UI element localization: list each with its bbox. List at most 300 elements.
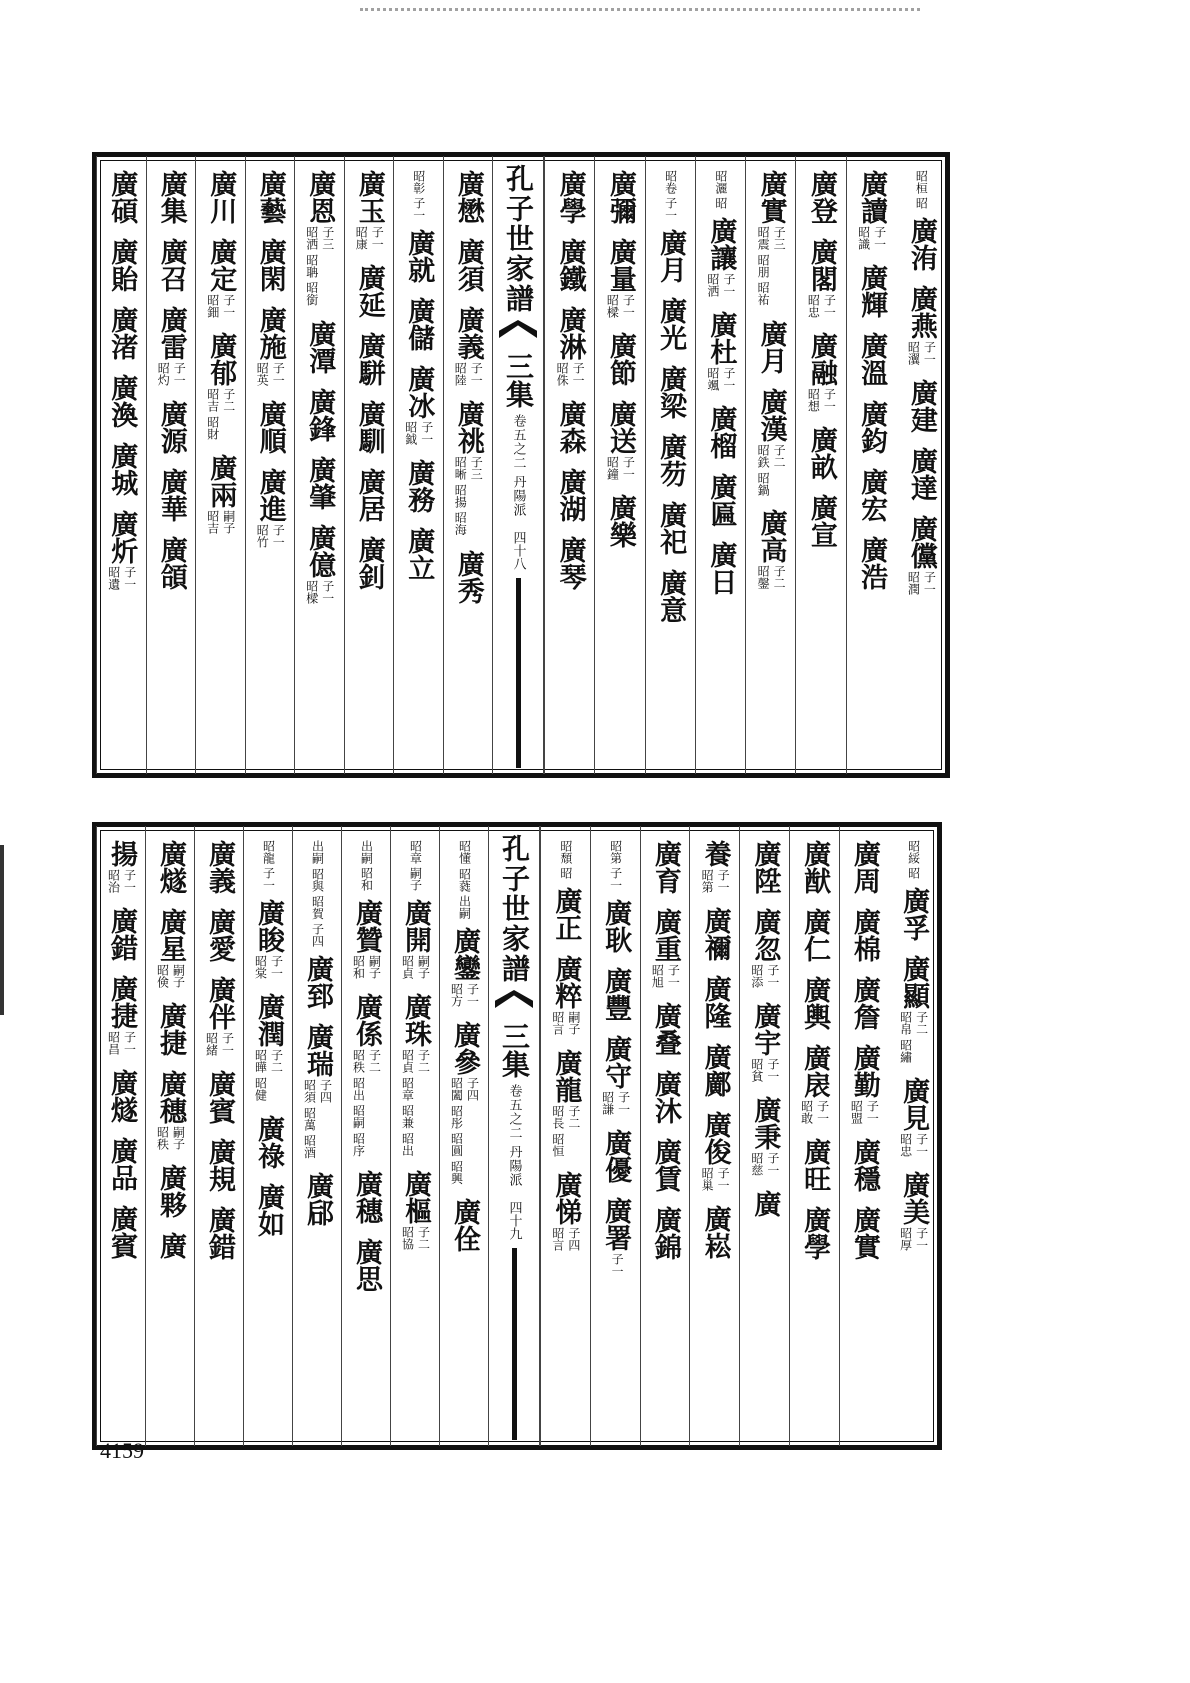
person-name: 廣潭	[304, 319, 336, 374]
descendant-note	[206, 510, 235, 534]
note-count: 子三	[469, 456, 484, 480]
person-name: 廣規	[204, 1138, 235, 1192]
person-name: 廣勤	[848, 1044, 880, 1098]
genealogy-entry	[703, 311, 737, 391]
note-count: 子一	[822, 388, 837, 412]
person-name: 廣宣	[805, 494, 837, 548]
annotation	[907, 840, 920, 879]
person-name: 廣夥	[155, 1164, 186, 1218]
note-names: 昭鈿	[205, 294, 220, 318]
note-names: 昭識	[856, 226, 871, 250]
person-name: 廣頜	[155, 536, 187, 590]
name-column	[146, 156, 196, 774]
person-name: 廣贊	[351, 899, 382, 953]
descendant-note	[450, 1077, 479, 1184]
descendant-note	[401, 1049, 430, 1156]
note-names: 昭言	[550, 1011, 565, 1035]
name-column	[540, 826, 590, 1446]
note-count: 子一	[465, 982, 480, 1007]
note-count: 嗣子	[367, 955, 382, 979]
person-name: 廣愛	[204, 908, 235, 962]
genealogy-entry	[804, 332, 838, 412]
name-column	[393, 156, 443, 774]
annotation-text: 子一	[608, 867, 623, 891]
descendant-note	[601, 1091, 630, 1115]
note-names: 昭曄 昭健	[253, 1049, 268, 1101]
note-names: 昭忠	[806, 294, 821, 318]
genealogy-entry	[153, 1164, 187, 1218]
note-names: 昭棠	[253, 955, 268, 979]
genealogy-entry	[253, 238, 287, 292]
person-name: 廣守	[600, 1035, 632, 1089]
annotation-text: 昭	[558, 867, 573, 879]
person-name: 廣榴	[705, 405, 737, 459]
genealogy-entry	[104, 170, 138, 224]
genealogy-entry	[251, 899, 285, 979]
book-title: 孔子世家譜	[498, 834, 531, 984]
note-names: 昭緒	[204, 1032, 219, 1056]
genealogy-entry	[401, 527, 435, 581]
person-name: 廣高	[755, 509, 787, 564]
genealogy-entry	[253, 468, 287, 548]
note-names: 昭闔 昭彤 昭圓 昭興	[449, 1076, 464, 1185]
person-name: 廣顯	[898, 955, 930, 1009]
genealogy-entry	[896, 1171, 930, 1251]
note-count: 嗣子	[566, 1011, 581, 1035]
note-count: 子四	[566, 1226, 581, 1251]
note-names: 昭吉 昭財	[205, 388, 220, 440]
note-count: 子一	[172, 362, 187, 386]
descendant-note	[806, 388, 835, 412]
genealogy-entry	[104, 1069, 138, 1123]
descendant-note	[206, 294, 235, 318]
descendant-note	[899, 1227, 928, 1251]
note-names: 昭厚	[898, 1226, 913, 1251]
person-name: 廣源	[155, 400, 187, 454]
descendant-note	[156, 964, 185, 988]
annotation-text: 嗣子	[408, 867, 423, 891]
person-name: 廣須	[452, 238, 484, 292]
person-name: 廣實	[755, 170, 787, 224]
note-names: 昭敢	[799, 1100, 814, 1124]
person-name: 廣伴	[204, 976, 235, 1030]
note-count: 子一	[610, 1253, 625, 1277]
person-name: 廣鋒	[304, 387, 336, 442]
genealogy-entry	[653, 229, 687, 283]
genealogy-entry	[698, 1111, 732, 1191]
note-names: 昭遺	[106, 566, 121, 590]
genealogy-entry	[104, 907, 138, 961]
annotation-text: 昭	[713, 197, 728, 209]
genealogy-entry	[653, 433, 687, 487]
descendant-note	[605, 456, 634, 480]
person-name: 廣禰	[699, 907, 731, 961]
person-name: 廣立	[403, 527, 435, 581]
note-count: 子一	[571, 362, 586, 386]
genealogy-entry	[104, 238, 138, 292]
genealogy-entry	[302, 524, 336, 604]
genealogy-entry	[904, 447, 938, 501]
note-count: 子一	[721, 367, 736, 391]
genealogy-entry	[553, 238, 587, 292]
annotation-text: 出嗣	[457, 894, 472, 919]
genealogy-entry	[154, 400, 188, 454]
name-column	[439, 826, 488, 1446]
volume-label: 卷五之二 丹陽派	[506, 1084, 522, 1188]
person-name: 廣優	[600, 1129, 632, 1183]
genealogy-entry	[847, 1206, 881, 1260]
person-name: 廣見	[898, 1076, 930, 1131]
name-column	[590, 826, 640, 1446]
person-name: 廣陞	[749, 840, 781, 894]
note-names: 昭英	[255, 362, 270, 386]
person-name: 廣玉	[353, 170, 385, 224]
genealogy-entry	[451, 400, 485, 536]
note-names: 昭颯	[705, 367, 720, 391]
person-name: 廣穩	[848, 1138, 880, 1192]
person-name: 廣延	[353, 264, 385, 318]
person-name: 廣實	[848, 1206, 880, 1260]
folio-number: 四十九	[506, 1201, 522, 1241]
note-names: 昭鉄 昭鍋	[756, 443, 771, 496]
person-name: 廣儻	[905, 515, 937, 569]
note-names: 昭陸	[453, 362, 468, 386]
genealogy-entry	[302, 170, 336, 306]
descendant-note	[352, 1049, 381, 1156]
note-count: 子四	[318, 1078, 333, 1103]
note-count: 子二	[221, 388, 236, 412]
annotation-text: 子四	[310, 922, 325, 947]
annotation-text: 昭頹	[558, 840, 573, 864]
annotation	[559, 840, 572, 879]
genealogy-entry	[553, 468, 587, 522]
genealogy-entry	[398, 993, 432, 1156]
person-name: 廣重	[649, 908, 681, 962]
genealogy-entry	[553, 306, 587, 386]
annotation	[262, 840, 275, 891]
note-names: 昭治	[106, 869, 121, 893]
note-count: 子一	[320, 579, 335, 604]
genealogy-entry	[747, 908, 781, 988]
genealogy-entry	[698, 907, 732, 961]
annotation-text: 昭桓	[914, 170, 929, 194]
genealogy-entry	[747, 1190, 781, 1217]
person-name: 廣珠	[400, 993, 431, 1047]
person-name: 廣貽	[106, 238, 138, 292]
note-names: 昭添	[749, 964, 764, 988]
genealogy-entry	[104, 306, 138, 360]
descendant-note	[756, 226, 785, 306]
person-name: 廣月	[655, 229, 687, 283]
person-name: 廣建	[905, 379, 937, 433]
person-name: 廣周	[848, 840, 880, 894]
genealogy-entry	[349, 899, 383, 979]
person-name: 廣燧	[155, 840, 186, 894]
genealogy-entry	[401, 459, 435, 513]
person-name: 廣俊	[699, 1111, 731, 1165]
annotation	[360, 840, 373, 891]
descendant-note	[404, 421, 433, 445]
person-name: 廣穗	[155, 1070, 186, 1124]
person-name: 廣錯	[106, 907, 137, 961]
center-rule	[516, 578, 521, 768]
note-names: 昭康	[354, 226, 369, 250]
genealogy-entry	[349, 1170, 383, 1224]
genealogy-entry	[302, 320, 336, 374]
note-names: 昭晰 昭揚 昭海	[453, 456, 468, 536]
person-name: 廣隆	[699, 975, 731, 1029]
person-name: 廣龍	[550, 1049, 582, 1103]
genealogy-entry	[598, 1197, 632, 1277]
note-count: 子一	[666, 964, 681, 988]
person-name: 廣秉	[749, 1096, 781, 1150]
note-count: 子一	[815, 1100, 830, 1124]
genealogy-entry	[104, 975, 138, 1055]
annotation-text: 昭龍	[261, 840, 276, 864]
person-name: 廣祀	[655, 501, 687, 555]
genealogy-entry	[804, 238, 838, 318]
person-name: 廣宏	[856, 468, 888, 522]
note-count: 子一	[122, 869, 137, 893]
genealogy-entry	[598, 1035, 632, 1115]
note-count: 嗣子	[221, 509, 236, 534]
descendant-note	[551, 1105, 580, 1157]
annotation-text: 子一	[663, 197, 678, 221]
genealogy-entry	[904, 217, 938, 271]
person-name: 廣豐	[600, 967, 632, 1021]
genealogy-entry	[648, 840, 682, 894]
person-name: 廣進	[254, 468, 286, 522]
genealogy-entry	[352, 332, 386, 386]
genealogy-entry	[447, 1021, 481, 1184]
person-name: 廣學	[799, 1206, 831, 1260]
descendant-note	[305, 580, 334, 604]
genealogy-entry	[797, 840, 831, 894]
genealogy-entry	[251, 1183, 285, 1237]
person-name: 廣崧	[699, 1205, 731, 1259]
genealogy-entry	[352, 400, 386, 454]
person-name: 廣潤	[253, 993, 284, 1047]
genealogy-entry	[154, 536, 188, 590]
name-column	[745, 156, 795, 774]
note-count: 子一	[221, 294, 236, 318]
note-names: 昭貧	[749, 1058, 764, 1082]
genealogy-entry	[703, 473, 737, 527]
person-name: 廣洧	[905, 217, 937, 271]
page-number: 4159	[100, 1438, 144, 1463]
name-column	[789, 826, 839, 1446]
note-count: 子二	[772, 565, 787, 590]
person-name: 廣錦	[649, 1206, 681, 1260]
genealogy-entry	[154, 306, 188, 386]
genealogy-entry	[854, 170, 888, 250]
note-count: 子一	[269, 955, 284, 979]
annotation	[412, 170, 425, 221]
person-name: 廣閑	[254, 238, 286, 292]
person-name: 廣讀	[856, 170, 888, 224]
genealogy-entry	[648, 908, 682, 988]
descendant-note	[206, 388, 235, 440]
person-name: 廣肇	[304, 455, 336, 510]
genealogy-entry	[847, 840, 881, 894]
descendant-note	[107, 566, 136, 590]
person-name: 廣猷	[799, 840, 831, 894]
person-name: 廣秀	[452, 549, 484, 604]
genealogy-entry	[202, 976, 236, 1056]
note-names: 昭洒 昭聃 昭銜	[304, 226, 319, 306]
name-column	[739, 826, 789, 1446]
person-name: 廣錯	[204, 1206, 235, 1260]
genealogy-entry	[548, 955, 582, 1035]
genealogy-entry	[352, 170, 386, 250]
note-count: 子一	[469, 362, 484, 386]
note-count: 子一	[621, 294, 636, 318]
person-name: 廣義	[204, 840, 235, 894]
person-name: 廣賓	[106, 1205, 137, 1259]
genealogy-entry	[302, 388, 336, 442]
descendant-note	[800, 1100, 829, 1124]
annotation-text: 子一	[261, 867, 276, 891]
descendant-note	[750, 964, 779, 988]
note-names: 昭帛 昭繡	[898, 1011, 913, 1063]
genealogy-entry	[854, 400, 888, 454]
genealogy-entry	[603, 170, 637, 224]
genealogy-entry	[904, 515, 938, 595]
genealogy-entry	[648, 1206, 682, 1260]
genealogy-entry	[203, 238, 237, 318]
note-count: 子一	[220, 1032, 235, 1056]
note-names: 昭貞 昭章 昭兼 昭出	[400, 1049, 415, 1157]
person-name: 廣居	[353, 468, 385, 522]
descendant-note	[700, 1167, 729, 1191]
descendant-note	[352, 955, 381, 979]
genealogy-entry	[300, 955, 334, 1009]
genealogy-entry	[104, 442, 138, 496]
person-name: 廣如	[253, 1182, 284, 1237]
note-count: 子四	[465, 1076, 480, 1101]
genealogy-entry	[154, 468, 188, 522]
person-name: 廣川	[205, 170, 237, 224]
note-names: 昭瀷	[906, 341, 921, 365]
note-names: 昭鏧	[756, 565, 771, 590]
note-count: 子一	[716, 869, 731, 893]
name-column	[695, 156, 745, 774]
person-name: 廣定	[205, 238, 237, 292]
annotation	[609, 840, 622, 891]
descendant-note	[605, 294, 634, 318]
genealogy-entry	[451, 550, 485, 604]
person-name: 廣芴	[655, 433, 687, 487]
genealogy-entry	[847, 908, 881, 962]
person-name: 廣懋	[452, 170, 484, 224]
genealogy-entry	[104, 1205, 138, 1259]
descendant-note	[756, 565, 785, 589]
name-column	[341, 826, 390, 1446]
collection-label: 三集	[502, 352, 535, 408]
person-name: 廣彌	[604, 170, 636, 224]
person-name: 廣輝	[856, 264, 888, 318]
note-count: 子一	[914, 1226, 929, 1251]
note-count: 子一	[122, 1031, 137, 1055]
person-name: 廣係	[351, 993, 382, 1047]
annotation-text: 昭懂 昭蕤	[457, 840, 472, 892]
note-count: 子二	[914, 1011, 929, 1035]
person-name: 廣意	[655, 569, 687, 623]
person-name: 廣捷	[106, 975, 137, 1029]
genealogy-entry	[603, 400, 637, 480]
person-name: 廣閣	[805, 238, 837, 292]
person-name: 廣賃	[649, 1138, 681, 1192]
genealogy-entry	[253, 400, 287, 454]
center-rule	[512, 1248, 517, 1440]
genealogy-entry	[300, 1023, 334, 1159]
annotation-text: 出嗣	[359, 840, 374, 864]
genealogy-entry	[648, 1138, 682, 1192]
person-name: 廣郅	[302, 954, 333, 1009]
person-name: 廣樂	[604, 494, 636, 548]
genealogy-entry	[747, 840, 781, 894]
person-name: 廣集	[155, 170, 187, 224]
person-name: 廣溫	[856, 332, 888, 386]
genealogy-entry	[104, 1137, 138, 1191]
genealogy-entry	[202, 840, 236, 894]
genealogy-entry	[797, 1206, 831, 1260]
note-count: 嗣子	[171, 1126, 186, 1150]
person-name: 廣淋	[554, 306, 586, 360]
genealogy-entry	[603, 332, 637, 386]
note-count: 子一	[872, 226, 887, 250]
person-name: 廣參	[449, 1020, 480, 1075]
genealogy-entry	[598, 1129, 632, 1183]
genealogy-entry	[202, 1138, 236, 1192]
descendant-note	[453, 456, 482, 536]
genealogy-entry	[548, 1049, 582, 1157]
genealogy-entry	[352, 536, 386, 590]
genealogy-entry	[653, 297, 687, 351]
note-count: 嗣子	[171, 964, 186, 988]
genealogy-entry	[451, 306, 485, 386]
person-name: 廣湖	[554, 468, 586, 522]
name-column	[689, 826, 739, 1446]
genealogy-entry	[548, 1171, 582, 1251]
annotation-text: 昭卷	[663, 170, 678, 194]
note-names: 昭第	[700, 869, 715, 893]
note-count: 子一	[122, 566, 137, 590]
person-name: 廣匾	[705, 473, 737, 527]
person-name: 廣釗	[353, 536, 385, 590]
genealogy-entry	[698, 1043, 732, 1097]
genealogy-entry	[797, 976, 831, 1030]
name-column	[888, 826, 938, 1446]
person-name: 廣沐	[649, 1070, 681, 1124]
note-count: 子一	[621, 456, 636, 480]
descendant-note	[401, 1226, 430, 1250]
genealogy-entry	[401, 297, 435, 351]
center-column	[488, 826, 540, 1446]
name-column	[96, 156, 146, 774]
descendant-note	[401, 955, 430, 979]
name-column	[294, 156, 344, 774]
genealogy-entry	[847, 1044, 881, 1124]
genealogy-entry	[251, 1115, 285, 1169]
genealogy-entry	[603, 494, 637, 548]
person-name: 廣睃	[253, 899, 284, 953]
person-name: 廣億	[304, 523, 336, 578]
name-column	[344, 156, 394, 774]
person-name: 廣叠	[649, 1002, 681, 1056]
name-column	[645, 156, 695, 774]
person-name: 廣粹	[550, 955, 582, 1009]
